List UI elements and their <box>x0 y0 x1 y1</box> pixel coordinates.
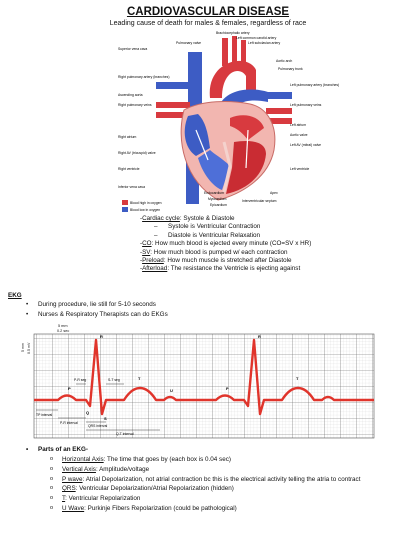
label: Ascending aorta <box>118 93 143 97</box>
label: Myocardium <box>208 197 227 201</box>
scale-top-sub: 0.2 sec <box>57 329 70 333</box>
part-item: o Horizontal Axis: The time that goes by (each box is 0.04 sec) <box>50 455 360 465</box>
wave-t: T <box>138 376 141 381</box>
label: Aortic arch <box>276 59 293 63</box>
note-preload: -Preload: How much muscle is stretched after Diastole <box>140 257 292 265</box>
label: Pulmonary trunk <box>278 67 303 71</box>
wave-r: R <box>258 334 261 339</box>
note-sv: -SV: How much blood is pumped w/ each contraction <box>140 248 288 256</box>
label: Right ventricle <box>118 167 140 171</box>
interval-pr: P-R interval <box>60 421 78 425</box>
note-co: -CO: How much blood is ejected every minute (CO=SV x HR) <box>140 240 312 248</box>
note-systole: – Systole is Ventricular Contraction <box>140 223 311 231</box>
right-pulmonary-veins <box>156 102 190 108</box>
scale-side-sub: 0.5 mV <box>27 342 31 354</box>
part-item: o T: Ventricular Repolarization <box>50 494 360 504</box>
parts-heading: • Parts of an EKG- <box>26 446 88 453</box>
left-pulmonary-artery <box>266 92 292 99</box>
ekg-bullets <box>26 300 168 319</box>
label: Right atrium <box>118 135 137 139</box>
label: Right AV (tricuspid) valve <box>118 151 156 155</box>
interval-qrs: QRS interval <box>88 424 108 428</box>
note-diastole: – Diastole is Ventricular Relaxation <box>140 232 311 240</box>
part-item: o P wave: Atrial Depolarization, not atrial contraction bc this is the electrical activity telling the atria to contract <box>50 475 360 485</box>
label: Right pulmonary artery (branches) <box>118 75 170 79</box>
brachiocephalic-artery <box>222 38 228 66</box>
label: Left pulmonary veins <box>290 103 322 107</box>
scale-top: 5 mm <box>58 324 68 328</box>
label: Left ventricle <box>290 167 310 171</box>
label: Inferior vena cava <box>118 185 145 189</box>
interval-qt: Q-T interval <box>116 432 134 436</box>
parts-list <box>26 446 88 453</box>
part-item: o Vertical Axis: Amplitude/voltage <box>50 465 360 475</box>
label: Left atrium <box>290 123 307 127</box>
label: Brachiocephalic artery <box>216 31 250 35</box>
ekg-grid <box>34 334 374 438</box>
ekg-bullet: • Nurses & Respiratory Therapists can do EKGs <box>26 310 168 320</box>
right-pulmonary-artery <box>156 82 190 89</box>
label: Right pulmonary veins <box>118 103 152 107</box>
label: Left AV (mitral) valve <box>290 143 322 147</box>
label: Pulmonary valve <box>176 41 202 45</box>
wave-r: R <box>100 334 103 339</box>
parts-items <box>50 455 360 514</box>
scale-side: 5 mm <box>21 343 25 352</box>
part-item: o U Wave: Purkinje Fibers Repolarization (could be pathological) <box>50 504 360 514</box>
ekg-bullet: • During procedure, lie still for 5-10 seconds <box>26 300 168 310</box>
label: Left pulmonary artery (branches) <box>290 83 340 87</box>
page-subtitle: Leading cause of death for males & females, regardless of race <box>109 20 307 27</box>
left-pulmonary-veins <box>266 108 292 114</box>
interval-st-seg: S-T seg <box>108 378 120 382</box>
cardiac-notes <box>140 215 311 274</box>
wave-p: P <box>68 386 71 391</box>
part-item: o QRS: Ventricular Depolarization/Atrial Repolarization (hidden) <box>50 484 360 494</box>
note-cardiac-cycle: -Cardiac cycle: Systole & Diastole <box>140 215 235 222</box>
legend-label: Blood high in oxygen <box>130 201 162 205</box>
left-subclavian <box>241 40 246 66</box>
label: Interventricular septum <box>242 199 277 203</box>
label: Aortic valve <box>290 133 308 137</box>
label: Endocardium <box>204 191 224 195</box>
label: Superior vena cava <box>118 47 148 51</box>
interval-tp: TP interval <box>36 413 53 417</box>
wave-u: U <box>170 388 173 393</box>
ekg-strip <box>20 322 398 442</box>
label: Apex <box>270 191 278 195</box>
wave-p: P <box>226 386 229 391</box>
heart-diagram <box>118 30 340 215</box>
note-afterload: -Afterload: The resistance the Ventricle is ejecting against <box>140 265 301 273</box>
legend-swatch-oxygen-high <box>122 200 128 205</box>
wave-t: T <box>296 376 299 381</box>
label: Epicardium <box>210 203 227 207</box>
page-title: CARDIOVASCULAR DISEASE <box>126 6 290 18</box>
legend-label: Blood low in oxygen <box>130 208 161 212</box>
wave-s: S <box>104 416 107 421</box>
wave-q: Q <box>86 410 90 415</box>
interval-pr-seg: P-R seg <box>74 378 87 382</box>
label: Left subclavian artery <box>248 41 281 45</box>
superior-vena-cava <box>188 52 202 112</box>
label: Left common carotid artery <box>236 36 277 40</box>
left-common-carotid <box>232 36 237 64</box>
ekg-heading: EKG <box>8 292 22 299</box>
legend-swatch-oxygen-low <box>122 207 128 212</box>
